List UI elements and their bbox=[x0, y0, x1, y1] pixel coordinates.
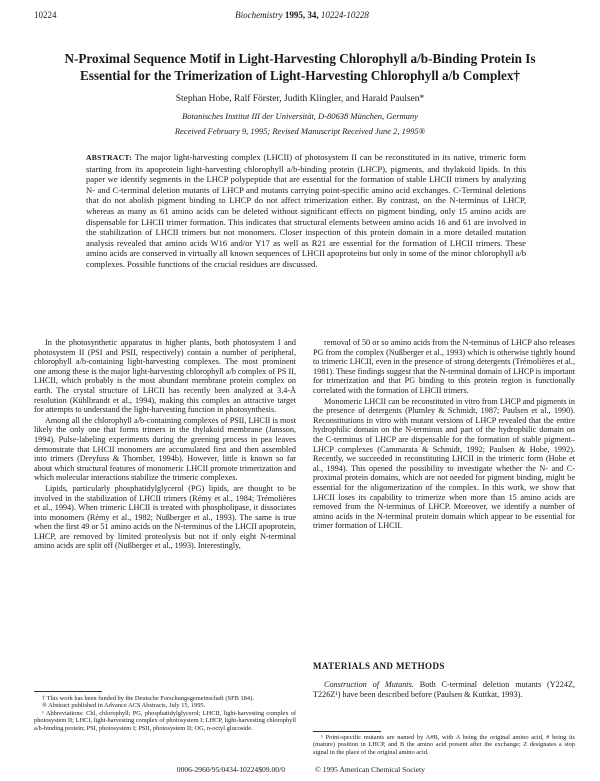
journal-name: Biochemistry bbox=[235, 10, 283, 20]
body-paragraph: Among all the chlorophyll a/b-containing complexes of PSII, LHCII is most likely the only one that forms trimers in the thylakoid membrane (Jansson, 1994). Pulse-labeling experiments during the greening process in pea leaves demonstrate that LHCII monomers are accumulated first and then assembled into trimers (Dreyfuss & Thornber, 1994b). However, little is known so far about which structural features of monomeric LHCII promote trimerization and which molecular interactions stabilize the trimeric complexes. bbox=[34, 415, 296, 483]
footnote: † This work has been funded by the Deutsche Forschungsgemeinschaft (SFB 184). bbox=[42, 695, 254, 702]
author-list: Stephan Hobe, Ralf Förster, Judith Klingler, and Harald Paulsen* bbox=[175, 94, 425, 104]
copyright-notice: © 1995 American Chemical Society bbox=[315, 765, 425, 774]
footnote-right: ¹ Point-specific mutants are named by A#B, with A being the original amino acid, # being its (mature) position in LHCP, and B the amino acid present after the exchange; Z designates a stop signal in the place of the original amino acid. bbox=[313, 734, 575, 756]
footnote-rule-right bbox=[313, 731, 381, 732]
methods-paragraph bbox=[313, 680, 575, 699]
abstract-text: The major light-harvesting complex (LHCII) of photosystem II can be reconstituted in its native, trimeric form starting from its apoprotein light-harvesting chlorophyll a/b-binding protein (LHCP), pigments, and thylakoid lipids. In this paper we identify segments in the LHCP polypeptide that are essential for the formation of stable LHCII trimers by analyzing N- and C-terminal deletion mutants of LHCP and mutants carrying point-specific amino acid exchanges. C-Terminal deletions that do not abolish pigment binding to LHCP do not affect trimerization either. By contrast, on the N-terminus of LHCP, whereas as many as 61 amino acids can be deleted without significant effects on pigment binding, only 15 amino acids are dispensable for LHCII trimer formation. This indicates that structural elements between amino acids 16 and 61 are involved in the stabilization of LHCII trimers but not monomers. Closer inspection of this protein domain in a more detailed mutation analysis revealed that amino acids W16 and/or Y17 as well as R21 are essential for the formation of LHCII trimers. These amino acids are conserved in virtually all known sequences of LHCII apoproteins but only in some of the minor chlorophyll a/b complexes. Possible functions of the crucial residues are discussed. bbox=[86, 152, 526, 269]
footnote: ® Abstract published in Advance ACS Abstracts, July 15, 1995. bbox=[42, 702, 206, 710]
footnote: ¹ Abbreviations: Chl, chlorophyll; PG, phosphatidylglycerol; LHCII, light-harvesting complex of photosystem II; LHCI, light-harvesting complex of photosystem I; LHCP, light-harvesting chlorophyll a/b-binding protein; PSI, photosystem I; PSII, photosystem II; OG, n-octyl glucoside. bbox=[34, 709, 296, 732]
section-heading: MATERIALS AND METHODS bbox=[313, 661, 445, 671]
footnote-rule-left bbox=[34, 691, 102, 692]
footnotes-left bbox=[34, 695, 296, 732]
journal-year-volume: 1995, 34, bbox=[284, 10, 319, 20]
affiliation: Botanisches Institut III der Universität, D-80638 München, Germany bbox=[182, 111, 418, 121]
right-column bbox=[313, 338, 575, 643]
body-paragraph: Monomeric LHCII can be reconstituted in vitro from LHCP and pigments in the presence of detergents (Plumley & Schmidt, 1987; Paulsen et al., 1990). Reconstitutions in vitro with mutant versions of LHCP revealed that the entire hydrophilic domain on the N-terminus and part of the hydrophilic domain on the C-terminus of LHCP are dispensable for the formation of stable pigment–LHCP complexes (Cammarata & Schmidt, 1992; Paulsen & Hobe, 1992). Recently, we succeeded in reconstituting LHCII in the trimeric form (Hobe et al., 1994). This opened the possibility to investigate whether the N- and C-proximal protein domains, which are not needed for pigment binding, might be essential for the oligomerization of the complex. In this work, we show that LHCII loses its capability to trimerize when more than 15 amino acids are removed from the N-terminus of LHCP. Moreover, we identify a number of amino acids in the N-terminal protein domain which appear to be essential for trimer formation of LHCII. bbox=[313, 396, 575, 531]
left-column bbox=[34, 338, 296, 650]
article-title: N-Proximal Sequence Motif in Light-Harvesting Chlorophyll a/b-Binding Protein Is Essential for the Trimerization of Light-Harvesting Chlorophyll a/b Complex† bbox=[64, 51, 536, 83]
journal-citation bbox=[34, 10, 570, 20]
methods-runin-heading: Construction of Mutants. bbox=[324, 680, 414, 689]
received-dates: Received February 9, 1995; Revised Manuscript Received June 2, 1995® bbox=[174, 126, 426, 136]
body-paragraph: removal of 50 or so amino acids from the N-terminus of LHCP also releases PG from the complex (Nußberger et al., 1993) which is otherwise tightly bound to trimeric LHCII, even in the presence of strong detergents (Trémolières et al., 1981). These findings suggest that the N-terminal domain of LHCP is important for trimerization and that PG binding to this protein region is functionally correlated with the formation of LHCII trimers. bbox=[313, 338, 575, 395]
body-paragraph: Lipids, particularly phosphatidylglycerol (PG) lipids, are thought to be involved in the stabilization of LHCII trimers (Rémy et al., 1984; Trémolières et al., 1994). When trimeric LHCII is treated with phospholipase, it dissociates into monomers (Rémy et al., 1982; Nußberger et al., 1993). The same is true when the first 49 or 51 amino acids on the N-terminus of the LHCII apoprotein, LHCP, are removed by limited proteolysis but not if only eight N-terminal amino acids are split off (Nußberger et al., 1993). Interestingly, bbox=[34, 483, 296, 551]
body-paragraph: In the photosynthetic apparatus in higher plants, both photosystem I and photosystem II (PSI and PSII, respectively) contain a number of peripheral, chlorophyll a/b-containing light-harvesting complexes. The most prominent one among these is the major light-harvesting chlorophyll a/b complex of PS II, LHCII, which probably is the most abundant membrane protein complex on earth. The crystal structure of LHCII has recently been analyzed at 3.4-Å resolution (Kühlbrandt et al., 1994), making this complex an attractive target for attempts to understand the light-harvesting function in photosynthesis. bbox=[34, 338, 296, 415]
journal-pages: 10224-10228 bbox=[320, 10, 369, 20]
methods-text: Both C-terminal deletion mutants (Y224Z, T226Z¹) have been described before (Paulsen & Kuttkat, 1993). bbox=[313, 680, 576, 699]
running-header bbox=[34, 10, 570, 22]
doi-code: 0006-2960/95/0434-10224$09.00/0 bbox=[176, 765, 285, 774]
page-number: 10224 bbox=[34, 10, 57, 20]
abstract bbox=[86, 152, 526, 270]
doi-footer bbox=[40, 765, 560, 774]
abstract-label: ABSTRACT: bbox=[86, 153, 133, 162]
